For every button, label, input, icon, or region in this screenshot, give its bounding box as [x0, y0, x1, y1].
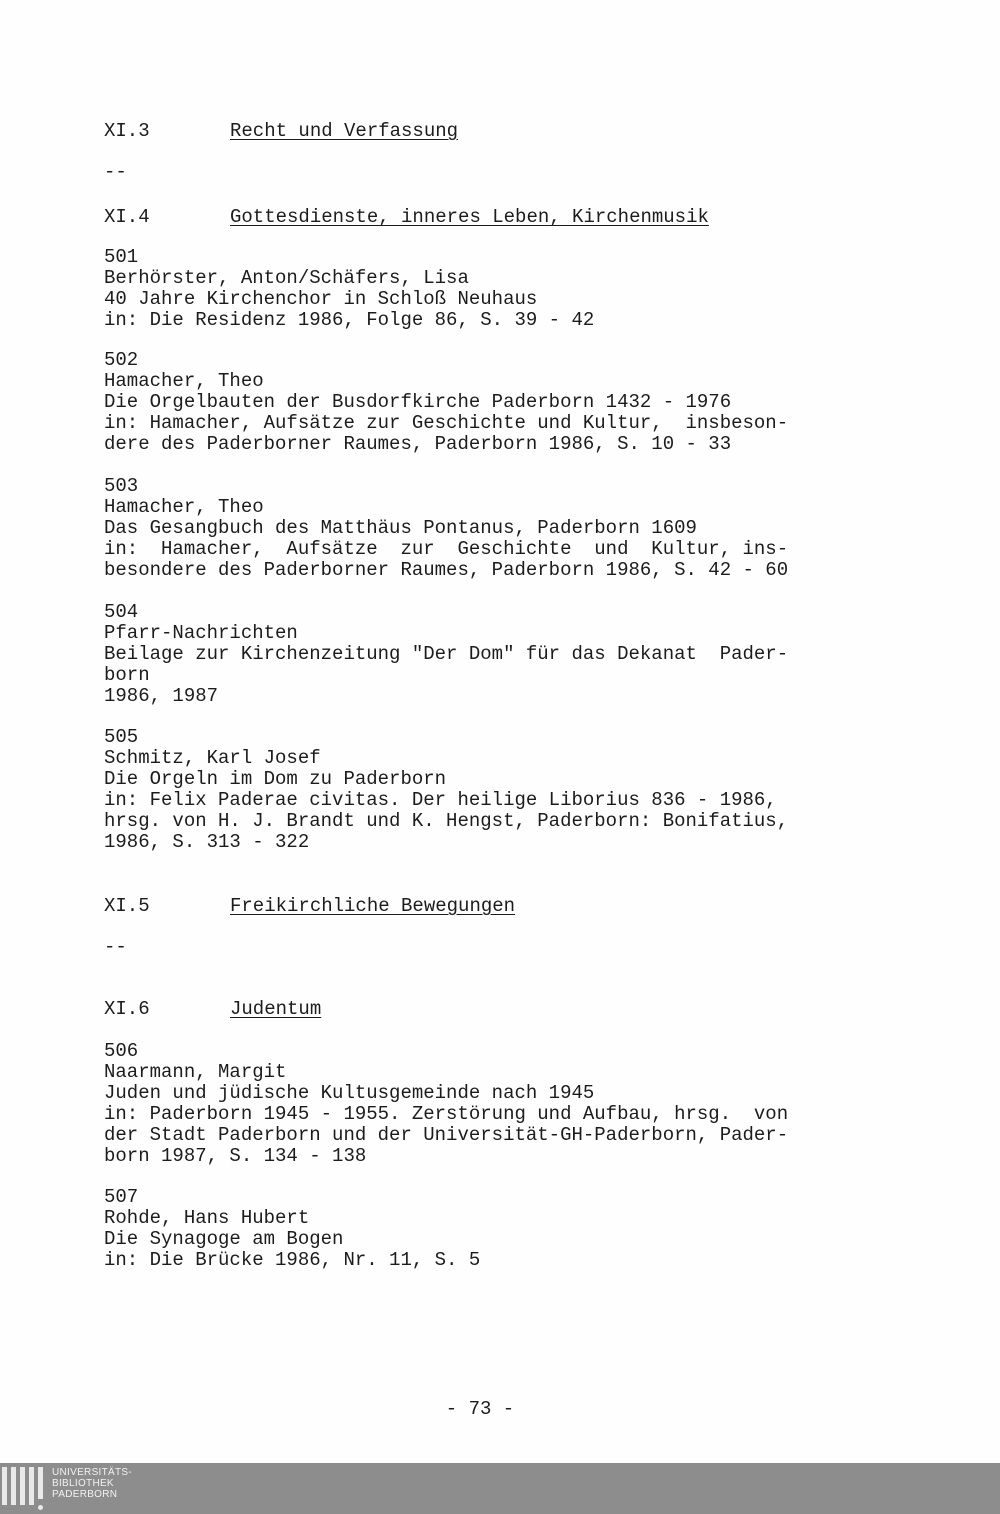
entry-title: Die Orgeln im Dom zu Paderborn — [104, 768, 447, 790]
entry-title: Die Synagoge am Bogen — [104, 1228, 344, 1250]
entry-source: hrsg. von H. J. Brandt und K. Hengst, Paderborn: Bonifatius, — [104, 810, 789, 832]
entry-title: Das Gesangbuch des Matthäus Pontanus, Paderborn 1609 — [104, 517, 697, 539]
bibliography-entry-506 — [104, 1041, 864, 1167]
entry-source: in: Hamacher, Aufsätze zur Geschichte und Kultur, insbeson- — [104, 412, 789, 434]
entry-number: 501 — [104, 246, 139, 268]
section-heading-xi5 — [104, 895, 515, 917]
bibliography-entry-503 — [104, 476, 864, 581]
empty-section-marker: -- — [104, 936, 127, 958]
entry-number: 504 — [104, 601, 139, 623]
section-number: XI.5 — [104, 895, 150, 917]
section-title: Gottesdienste, inneres Leben, Kirchenmusik — [230, 206, 709, 228]
bibliography-entry-504 — [104, 602, 864, 707]
entry-source: dere des Paderborner Raumes, Paderborn 1986, S. 10 - 33 — [104, 433, 732, 455]
entry-description: Beilage zur Kirchenzeitung "Der Dom" für das Dekanat Pader- — [104, 643, 789, 665]
bibliography-entry-501 — [104, 247, 864, 331]
entry-source: born 1987, S. 134 - 138 — [104, 1145, 367, 1167]
library-footer-bar — [0, 1463, 1000, 1514]
section-title: Judentum — [230, 998, 322, 1020]
section-title: Recht und Verfassung — [230, 120, 459, 142]
entry-author: Rohde, Hans Hubert — [104, 1207, 310, 1229]
section-heading-xi3 — [104, 120, 458, 142]
entry-author: Hamacher, Theo — [104, 496, 264, 518]
entry-source: 1986, S. 313 - 322 — [104, 831, 310, 853]
entry-source: in: Paderborn 1945 - 1955. Zerstörung und Aufbau, hrsg. von — [104, 1103, 789, 1125]
empty-section-marker: -- — [104, 161, 127, 183]
entry-years: 1986, 1987 — [104, 685, 219, 707]
bibliography-entry-502 — [104, 350, 864, 455]
section-heading-xi4 — [104, 206, 709, 228]
library-logo-icon — [0, 1467, 50, 1511]
entry-number: 505 — [104, 726, 139, 748]
library-name-line: BIBLIOTHEK — [52, 1478, 114, 1489]
page-number: - 73 - — [445, 1398, 515, 1420]
section-number: XI.6 — [104, 998, 150, 1020]
entry-source: in: Felix Paderae civitas. Der heilige Liborius 836 - 1986, — [104, 789, 777, 811]
entry-author: Schmitz, Karl Josef — [104, 747, 321, 769]
library-name-line: UNIVERSITÄTS- — [52, 1467, 133, 1478]
entry-number: 502 — [104, 349, 139, 371]
bibliography-entry-507 — [104, 1187, 864, 1271]
entry-description: born — [104, 664, 150, 686]
entry-title: Pfarr-Nachrichten — [104, 622, 298, 644]
library-name — [52, 1467, 132, 1500]
entry-number: 507 — [104, 1186, 139, 1208]
entry-title: Die Orgelbauten der Busdorfkirche Paderborn 1432 - 1976 — [104, 391, 732, 413]
entry-source: der Stadt Paderborn und der Universität-GH-Paderborn, Pader- — [104, 1124, 789, 1146]
entry-author: Berhörster, Anton/Schäfers, Lisa — [104, 267, 469, 289]
section-number: XI.3 — [104, 120, 150, 142]
bibliography-entry-505 — [104, 727, 864, 853]
section-number: XI.4 — [104, 206, 150, 228]
entry-author: Naarmann, Margit — [104, 1061, 287, 1083]
library-name-line: PADERBORN — [52, 1489, 118, 1500]
entry-source: in: Hamacher, Aufsätze zur Geschichte und Kultur, ins- — [104, 538, 789, 560]
entry-number: 506 — [104, 1040, 139, 1062]
entry-title: Juden und jüdische Kultusgemeinde nach 1945 — [104, 1082, 595, 1104]
section-heading-xi6 — [104, 998, 321, 1020]
entry-number: 503 — [104, 475, 139, 497]
entry-author: Hamacher, Theo — [104, 370, 264, 392]
entry-title: 40 Jahre Kirchenchor in Schloß Neuhaus — [104, 288, 538, 310]
entry-source: in: Die Brücke 1986, Nr. 11, S. 5 — [104, 1249, 481, 1271]
entry-source: in: Die Residenz 1986, Folge 86, S. 39 - 42 — [104, 309, 595, 331]
section-title: Freikirchliche Bewegungen — [230, 895, 516, 917]
entry-source: besondere des Paderborner Raumes, Paderborn 1986, S. 42 - 60 — [104, 559, 789, 581]
